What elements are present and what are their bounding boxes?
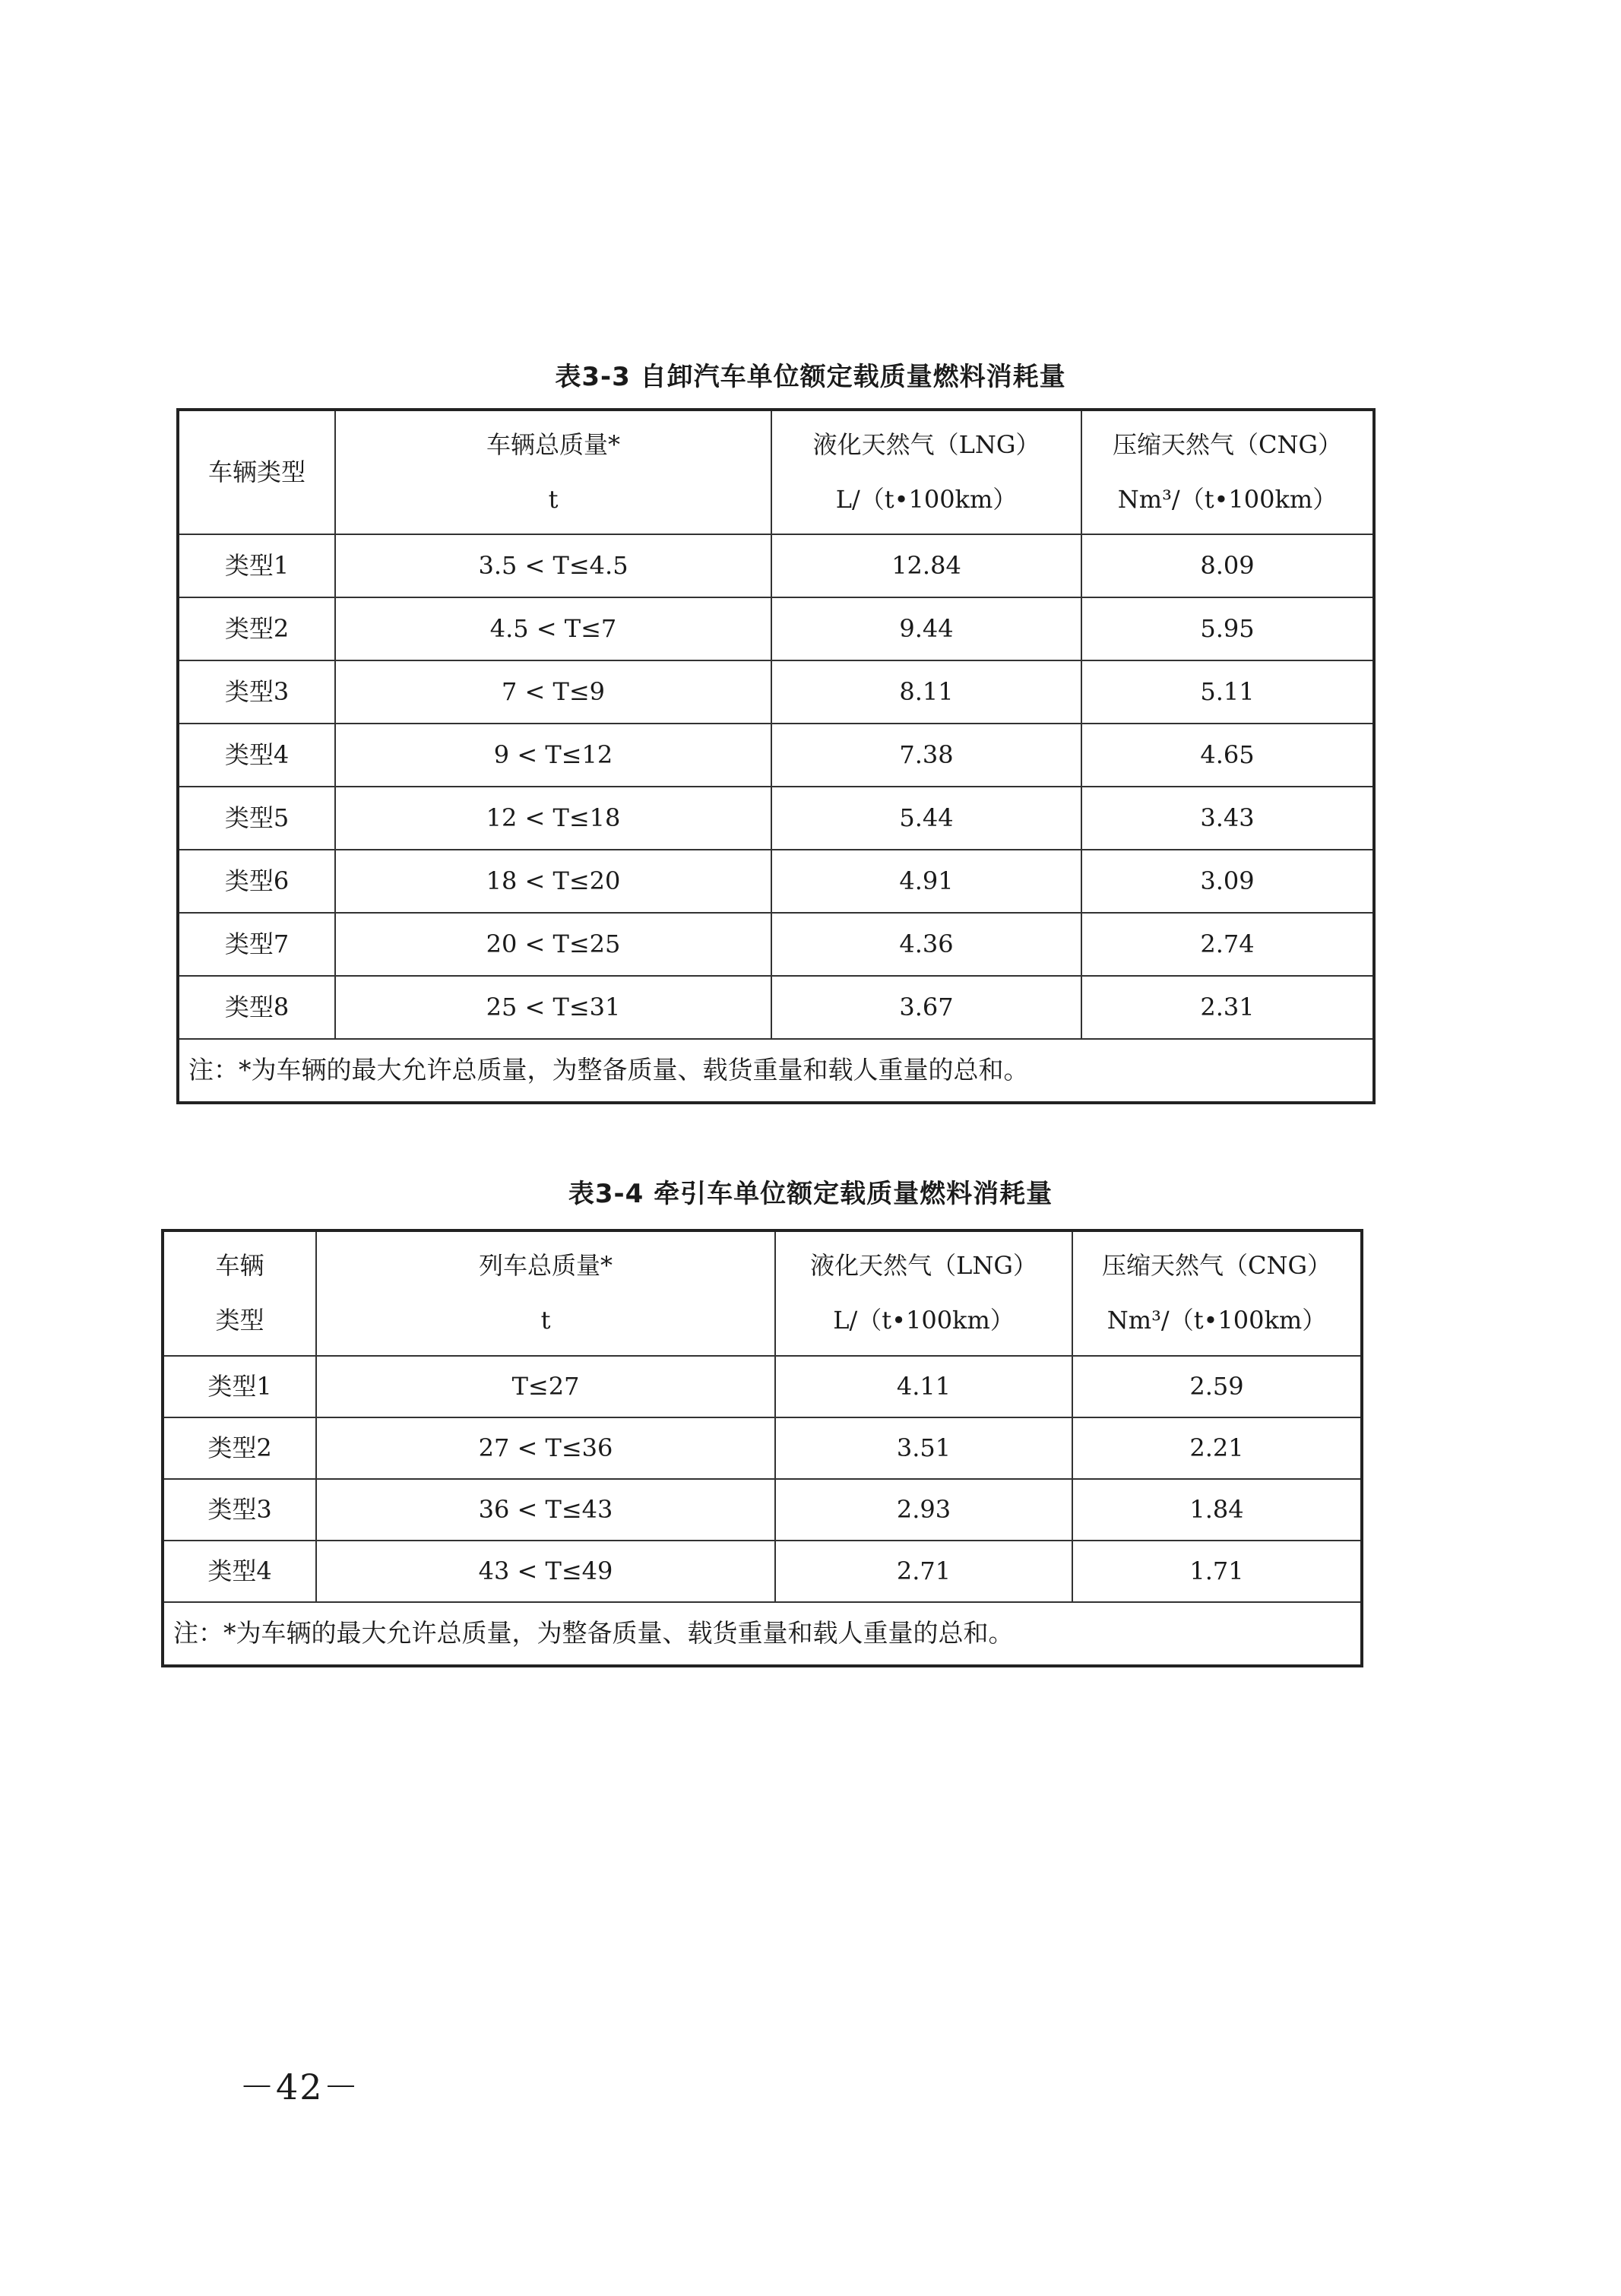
table-row bbox=[163, 1417, 1362, 1479]
cell-lng: 2.71 bbox=[775, 1541, 1072, 1602]
table-row bbox=[178, 913, 1374, 976]
cell-type: 类型3 bbox=[163, 1479, 316, 1541]
table-note: 注：*为车辆的最大允许总质量，为整备质量、载货重量和载人重量的总和。 bbox=[163, 1602, 1362, 1666]
cell-lng: 8.11 bbox=[771, 660, 1081, 724]
cell-type: 类型6 bbox=[178, 850, 335, 913]
cell-mass: 7 < T≤9 bbox=[335, 660, 771, 724]
table-header-row bbox=[178, 410, 1374, 534]
cell-mass: 3.5 < T≤4.5 bbox=[335, 534, 771, 597]
cell-lng: 2.93 bbox=[775, 1479, 1072, 1541]
table-caption: 表3-3 自卸汽车单位额定载质量燃料消耗量 bbox=[555, 362, 1066, 392]
table-row bbox=[178, 534, 1374, 597]
cell-cng: 8.09 bbox=[1081, 534, 1374, 597]
cell-mass: 9 < T≤12 bbox=[335, 724, 771, 787]
cell-mass: 4.5 < T≤7 bbox=[335, 597, 771, 660]
cell-type: 类型8 bbox=[178, 976, 335, 1039]
cell-lng: 9.44 bbox=[771, 597, 1081, 660]
cell-mass: 20 < T≤25 bbox=[335, 913, 771, 976]
cell-cng: 1.71 bbox=[1072, 1541, 1362, 1602]
cell-cng: 2.74 bbox=[1081, 913, 1374, 976]
header-vehicle-type: 车辆类型 bbox=[178, 410, 335, 534]
header-vehicle-type: 车辆 类型 bbox=[163, 1230, 316, 1356]
cell-cng: 4.65 bbox=[1081, 724, 1374, 787]
cell-mass: T≤27 bbox=[316, 1356, 775, 1417]
cell-lng: 3.67 bbox=[771, 976, 1081, 1039]
cell-cng: 2.21 bbox=[1072, 1417, 1362, 1479]
table-row bbox=[178, 660, 1374, 724]
cell-lng: 7.38 bbox=[771, 724, 1081, 787]
table-note: 注：*为车辆的最大允许总质量，为整备质量、载货重量和载人重量的总和。 bbox=[178, 1039, 1374, 1103]
cell-lng: 5.44 bbox=[771, 787, 1081, 850]
table-header-row bbox=[163, 1230, 1362, 1356]
cell-type: 类型7 bbox=[178, 913, 335, 976]
cell-cng: 3.43 bbox=[1081, 787, 1374, 850]
header-total-mass: 列车总质量* t bbox=[316, 1230, 775, 1356]
header-cng: 压缩天然气（CNG） Nm³/（t•100km） bbox=[1081, 410, 1374, 534]
cell-lng: 3.51 bbox=[775, 1417, 1072, 1479]
table-row bbox=[163, 1356, 1362, 1417]
cell-type: 类型5 bbox=[178, 787, 335, 850]
cell-type: 类型4 bbox=[178, 724, 335, 787]
table-row bbox=[163, 1479, 1362, 1541]
fuel-consumption-table-dump-truck bbox=[176, 408, 1376, 1104]
table-row bbox=[178, 976, 1374, 1039]
cell-lng: 4.91 bbox=[771, 850, 1081, 913]
cell-mass: 25 < T≤31 bbox=[335, 976, 771, 1039]
cell-mass: 43 < T≤49 bbox=[316, 1541, 775, 1602]
cell-lng: 4.11 bbox=[775, 1356, 1072, 1417]
cell-type: 类型1 bbox=[163, 1356, 316, 1417]
header-lng: 液化天然气（LNG） L/（t•100km） bbox=[775, 1230, 1072, 1356]
table-note-row bbox=[178, 1039, 1374, 1103]
cell-type: 类型2 bbox=[163, 1417, 316, 1479]
cell-lng: 4.36 bbox=[771, 913, 1081, 976]
table-row bbox=[178, 724, 1374, 787]
cell-lng: 12.84 bbox=[771, 534, 1081, 597]
cell-cng: 5.95 bbox=[1081, 597, 1374, 660]
cell-mass: 12 < T≤18 bbox=[335, 787, 771, 850]
cell-cng: 5.11 bbox=[1081, 660, 1374, 724]
cell-cng: 1.84 bbox=[1072, 1479, 1362, 1541]
cell-cng: 2.31 bbox=[1081, 976, 1374, 1039]
table-row bbox=[178, 597, 1374, 660]
table-row bbox=[163, 1541, 1362, 1602]
cell-cng: 3.09 bbox=[1081, 850, 1374, 913]
table-row bbox=[178, 787, 1374, 850]
cell-mass: 36 < T≤43 bbox=[316, 1479, 775, 1541]
cell-type: 类型4 bbox=[163, 1541, 316, 1602]
header-total-mass: 车辆总质量* t bbox=[335, 410, 771, 534]
page-number: －42－ bbox=[239, 2066, 360, 2108]
table-row bbox=[178, 850, 1374, 913]
cell-type: 类型1 bbox=[178, 534, 335, 597]
cell-mass: 18 < T≤20 bbox=[335, 850, 771, 913]
header-cng: 压缩天然气（CNG） Nm³/（t•100km） bbox=[1072, 1230, 1362, 1356]
cell-cng: 2.59 bbox=[1072, 1356, 1362, 1417]
header-lng: 液化天然气（LNG） L/（t•100km） bbox=[771, 410, 1081, 534]
table-caption: 表3-4 牵引车单位额定载质量燃料消耗量 bbox=[568, 1179, 1053, 1209]
cell-mass: 27 < T≤36 bbox=[316, 1417, 775, 1479]
cell-type: 类型2 bbox=[178, 597, 335, 660]
table-note-row bbox=[163, 1602, 1362, 1666]
cell-type: 类型3 bbox=[178, 660, 335, 724]
fuel-consumption-table-tractor bbox=[161, 1229, 1363, 1667]
